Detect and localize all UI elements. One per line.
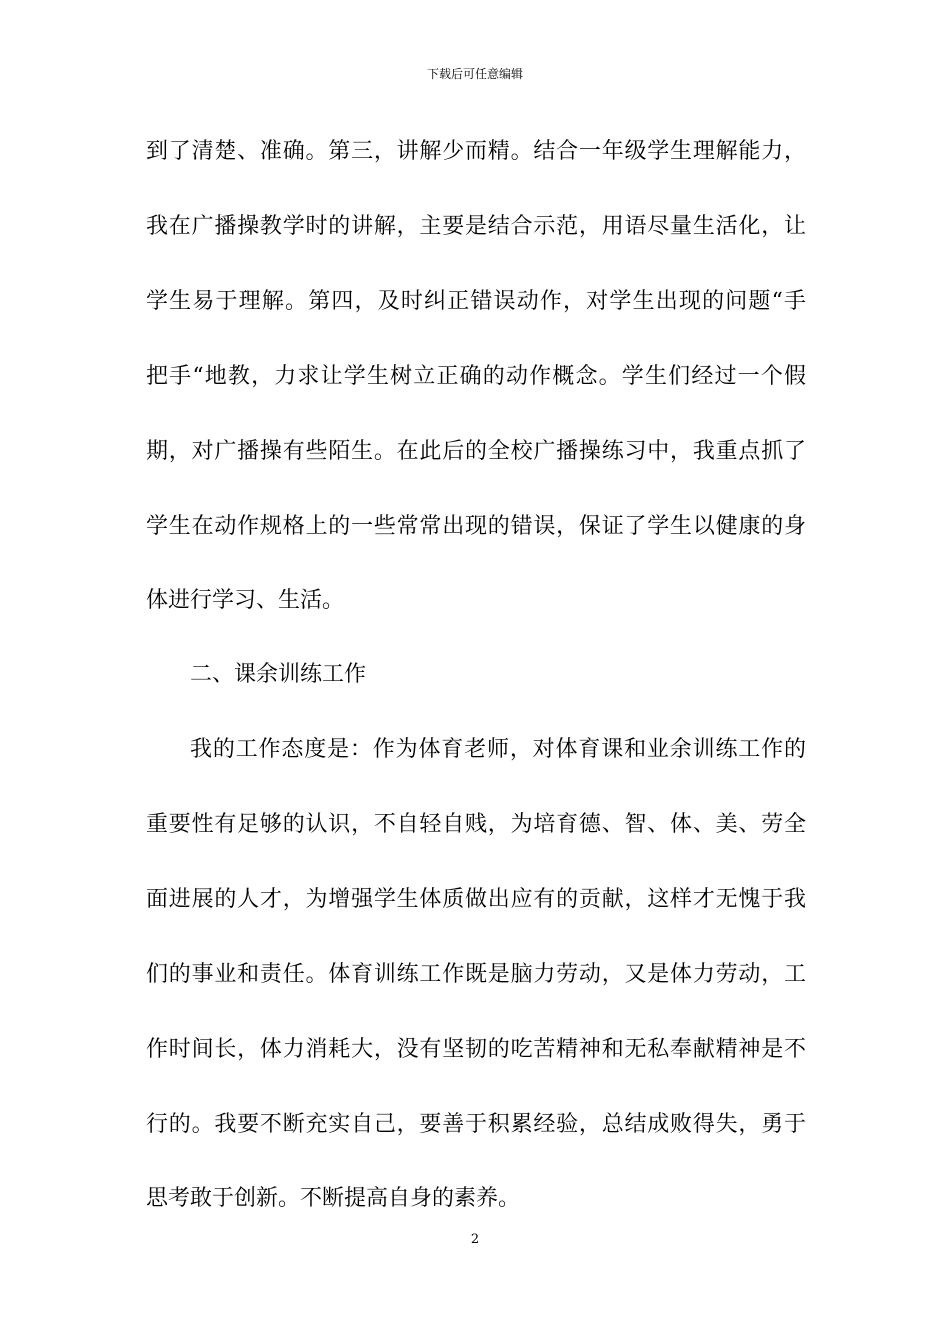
paragraph-line: 到了清楚、准确。第三，讲解少而精。结合一年级学生理解能力， [146,139,806,164]
page-header: 下载后可任意编辑 [426,67,523,81]
paragraph-line: 学生易于理解。第四，及时纠正错误动作，对学生出现的问题“手 [146,289,806,314]
paragraph-line: 们的事业和责任。体育训练工作既是脑力劳动，又是体力劳动，工 [146,962,806,987]
paragraph-line: 我的工作态度是：作为体育老师，对体育课和业余训练工作的 [190,737,806,762]
paragraph-line: 把手“地教，力求让学生树立正确的动作概念。学生们经过一个假 [146,364,806,389]
paragraph-line: 期，对广播操有些陌生。在此后的全校广播操练习中，我重点抓了 [146,439,806,464]
paragraph-line: 学生在动作规格上的一些常常出现的错误，保证了学生以健康的身 [146,514,806,539]
page-number: 2 [470,1232,480,1247]
paragraph-line: 体进行学习、生活。 [146,588,345,613]
paragraph-line: 行的。我要不断充实自己，要善于积累经验，总结成败得失，勇于 [146,1112,806,1137]
paragraph-line: 重要性有足够的认识，不自轻自贱，为培育德、智、体、美、劳全 [146,812,806,837]
paragraph-line: 面进展的人才，为增强学生体质做出应有的贡献，这样才无愧于我 [146,887,806,912]
section-heading: 二、课余训练工作 [190,662,367,687]
paragraph-line: 作时间长，体力消耗大，没有坚韧的吃苦精神和无私奉献精神是不 [146,1037,806,1062]
paragraph-line: 我在广播操教学时的讲解，主要是结合示范，用语尽量生活化，让 [146,214,806,239]
paragraph-line: 思考敢于创新。不断提高自身的素养。 [146,1186,521,1211]
